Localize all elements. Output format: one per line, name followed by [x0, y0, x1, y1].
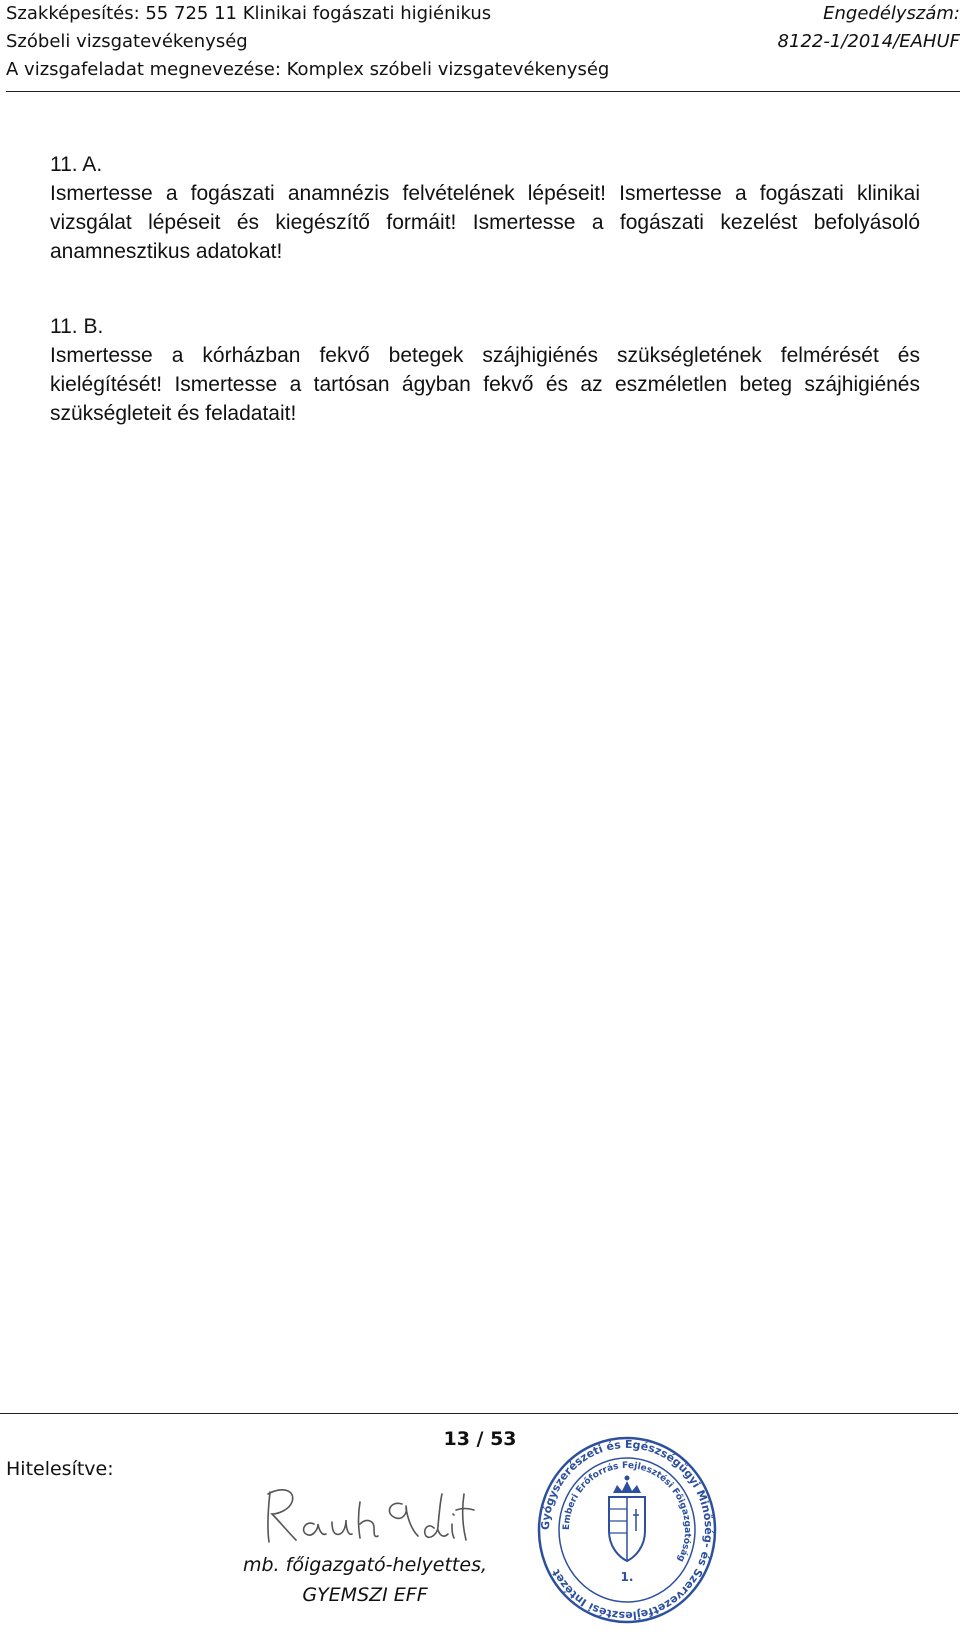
task-label: 11. B. [50, 315, 104, 338]
signature-text: Rauh Edit [372, 1548, 378, 1549]
coat-of-arms-icon [609, 1476, 645, 1562]
header-qualification: Szakképesítés: 55 725 11 Klinikai fogászati higiénikus [6, 3, 492, 24]
stamp-inner-text: Emberi Erőforrás Fejlesztési Főigazgatóság [561, 1460, 693, 1564]
header-permit-number: 8122-1/2014/EAHUF [777, 31, 960, 52]
header-exam-type: Szóbeli vizsgatevékenység [6, 31, 248, 52]
footer-divider [0, 1413, 958, 1414]
official-stamp [537, 1435, 717, 1625]
header-task-name: A vizsgafeladat megnevezése: Komplex szóbeli vizsgatevékenység [6, 59, 610, 80]
task-text: Ismertesse a kórházban fekvő betegek szájhigiénés szükségletének felmérését és kielégítését! Ismertesse a tartósan ágyban fekvő és az eszméletlen beteg szájhigiénés szükségleteit és feladatait! [50, 344, 920, 425]
signature-image [262, 1480, 477, 1550]
page-number: 13 / 53 [443, 1428, 517, 1450]
page-header [6, 0, 960, 92]
signatory-title: mb. főigazgató-helyettes, [242, 1554, 488, 1576]
signatory-org: GYEMSZI EFF [302, 1584, 428, 1606]
task-text: Ismertesse a fogászati anamnézis felvételének lépéseit! Ismertesse a fogászati klinikai vizsgálat lépéseit és kiegészítő formáit! Ismertesse a fogászati kezelést befolyásoló anamnesztikus adatokat! [50, 182, 920, 263]
task-b [50, 312, 920, 428]
signatory [215, 1550, 515, 1610]
task-a [50, 150, 920, 266]
header-divider [6, 91, 960, 92]
stamp-outer-text: Gyógyszerészeti és Egészségügyi Minőség- és Szervezetfejlesztési Intézet [538, 1437, 716, 1623]
authenticated-label: Hitelesítve: [6, 1458, 114, 1480]
header-permit-label: Engedélyszám: [823, 3, 960, 24]
stamp-number: 1. [620, 1570, 634, 1584]
task-label: 11. A. [50, 153, 103, 176]
exam-tasks [50, 150, 920, 428]
